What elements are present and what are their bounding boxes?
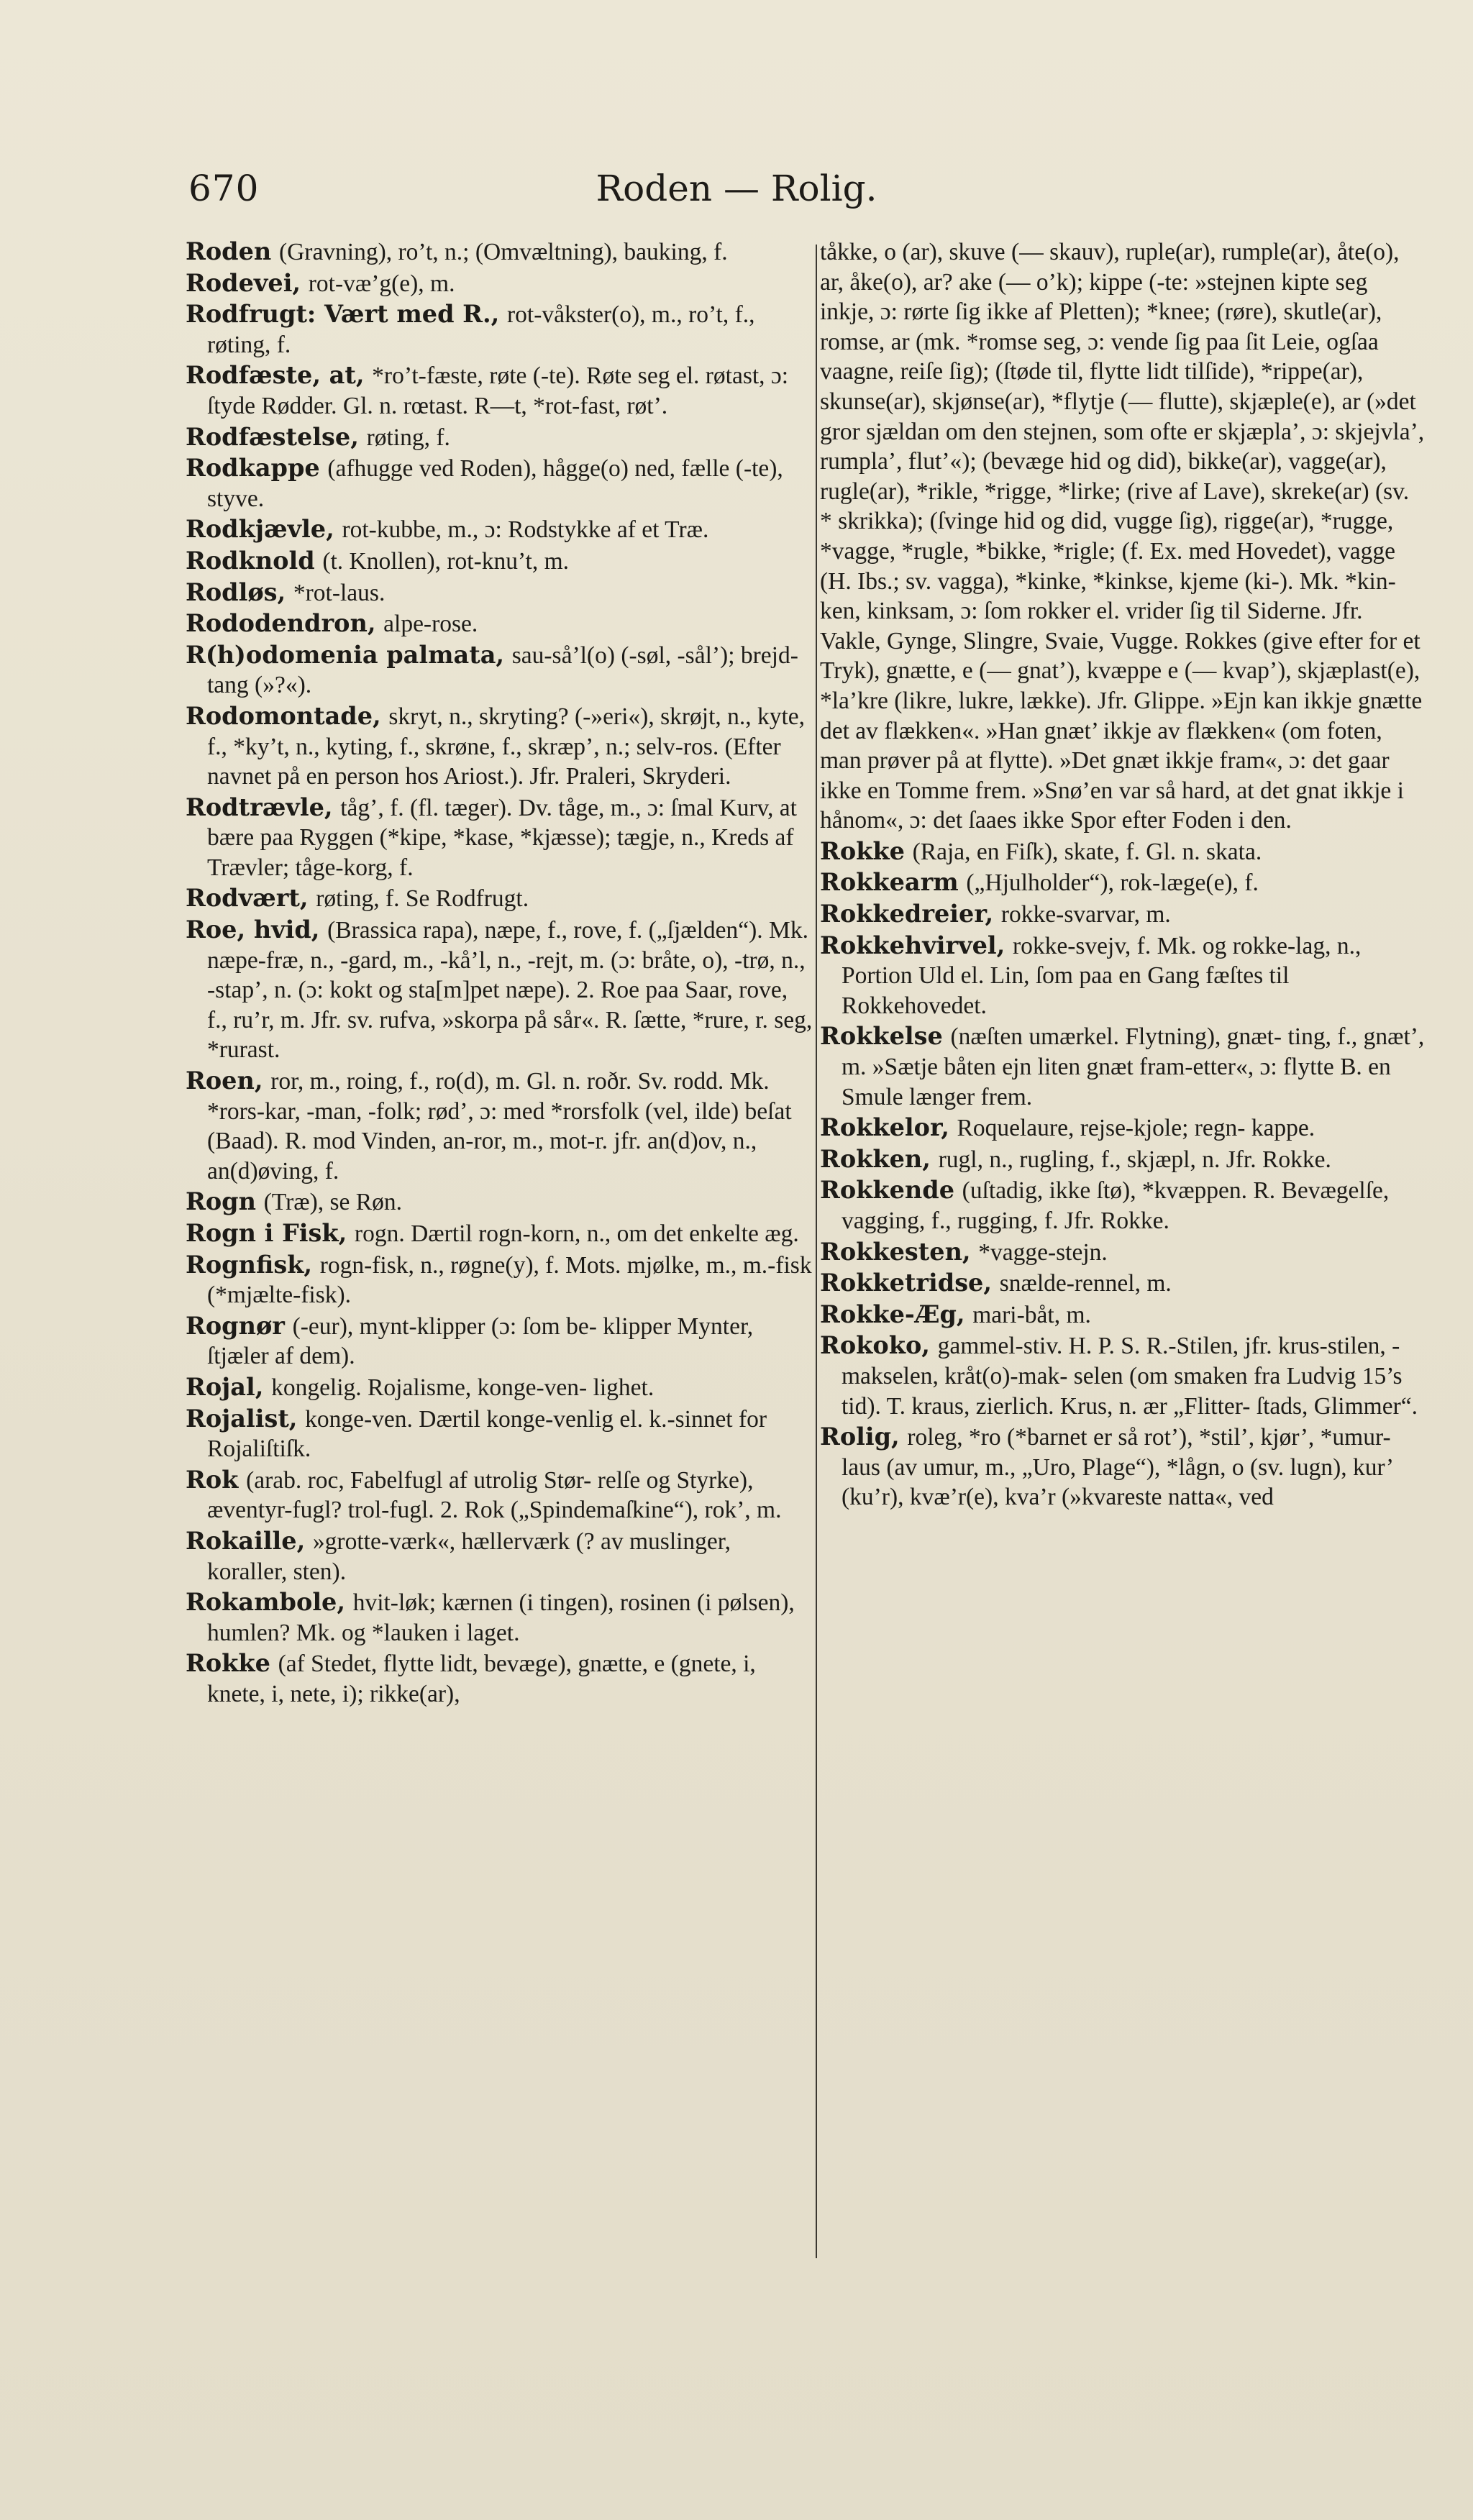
dictionary-entry [186, 547, 813, 577]
entry-headword: Roe, hvid, [186, 916, 320, 944]
dictionary-entry [186, 1187, 813, 1218]
dictionary-entry [820, 237, 1427, 836]
entry-definition: (af Stedet, flytte lidt, bevæge), gnætte, e (gnete, i, knete, i, nete, i); rikke(ar), [207, 1651, 756, 1707]
entry-definition: („Hjulholder“), rok-læge(e), f. [966, 869, 1259, 897]
dictionary-entry [186, 1373, 813, 1403]
entry-definition: sau-så’l(o) (-søl, -sål’); brejd-tang (»?«). [207, 642, 798, 699]
entry-headword: Rodfæste, at, [186, 361, 365, 390]
dictionary-entry [820, 837, 1427, 867]
dictionary-entry [186, 1466, 813, 1525]
dictionary-entry [186, 515, 813, 545]
entry-definition: hvit-løk; kærnen (i tingen), rosinen (i pølsen), humlen? Mk. og *lauken i laget. [207, 1589, 795, 1646]
dictionary-entry [186, 1588, 813, 1648]
dictionary-entry [186, 609, 813, 639]
entry-headword: Rokkende [820, 1176, 955, 1205]
dictionary-entry [186, 578, 813, 608]
entry-headword: Rodkappe [186, 454, 320, 483]
entry-definition: *rot-laus. [293, 579, 386, 606]
dictionary-entry [186, 269, 813, 299]
dictionary-entry [820, 1113, 1427, 1143]
entry-definition: rogn. Dærtil rogn-korn, n., om det enkelte æg. [354, 1220, 799, 1247]
entry-headword: Rodvært, [186, 884, 309, 913]
dictionary-entry [186, 1405, 813, 1464]
entry-definition: *vagge-stejn. [978, 1238, 1108, 1266]
entry-definition: rot-væ’g(e), m. [308, 270, 455, 297]
dictionary-entry [186, 641, 813, 700]
entry-headword: Rodtrævle, [186, 793, 333, 821]
dictionary-entry [186, 793, 813, 883]
dictionary-entry [820, 1423, 1427, 1512]
entry-headword: Rokambole, [186, 1588, 346, 1617]
entry-definition: (uſtadig, ikke ſtø), *kvæppen. R. Bevægelſe, vagging, f., rugging, f. Jfr. Rokke. [842, 1177, 1390, 1234]
dictionary-entry [820, 900, 1427, 930]
dictionary-entry [820, 1269, 1427, 1299]
entry-definition: (næſten umærkel. Flytning), gnæt- ting, f., gnæt’, m. »Sætje båten ejn liten gnæt fram-etter«, ɔ: flytte B. en Smule længer frem. [842, 1023, 1425, 1110]
left-column [186, 237, 813, 2323]
entry-headword: Rodfrugt: Vært med R., [186, 300, 500, 329]
dictionary-entry [186, 1251, 813, 1310]
entry-headword: Rokkesten, [820, 1237, 971, 1266]
dictionary-entry [186, 1312, 813, 1371]
entry-headword: Rogn [186, 1187, 256, 1216]
entry-definition: tåkke, o (ar), skuve (— skauv), ruple(ar), rumple(ar), åte(o), ar, åke(o), ar? ake (— o’k); kippe (-te: »stejnen kipte seg inkje, ɔ: rørte ſig ikke af Pletten); *knee; (røre), skutle(ar), romse, ar (mk. *romse seg, ɔ: vende ſig paa ſit Leie, ogſaa vaagne, reiſe ſig); (ſtøde til, flytte lidt tilſide), *rippe(ar), skunse(ar), skjønse(ar), *flytje (— flutte), skjæple(e), ar (»det gror sjældan om den stejnen, som ofte er skjæpla’, ɔ: skjejvla’, rumpla’, flut’«); (bevæge hid og did), bikke(ar), vagge(ar), rugle(ar), *rikle, *rigge, *lirke; (rive af Lave), skreke(ar) (sv. * skrikka); (ſvinge hid og did, vugge ſig), rigge(ar), *rugge, *vagge, *rugle, *bikke, *rigle; (f. Ex. med Hovedet), vagge (H. Ibs.; sv. vagga), *kinke, *kinkse, kjeme (ki-). Mk. *kin- ken, kinksam, ɔ: ſom rokker el. vrider ſig til Siderne. Jfr. Vakle, Gynge, Slingre, Svaie, Vugge. Rokkes (give efter for et Tryk), gnætte, e (— gnat’), kvæppe e (— kvap’), skjæplast(e), *la’kre (likre, lukre, lække). Jfr. Glippe. »Ejn kan ikkje gnætte det av flækken«. »Han gnæt’ ikkje av flækken« (om foten, man prøver på at flytte). »Det gnæt ikkje fram«, ɔ: det gaar ikke en Tomme frem. »Snø’en var så hard, at det gnat ikkje i hånom«, ɔ: det ſaaes ikke Spor efter Foden i den. [820, 239, 1425, 834]
entry-headword: Rognør [186, 1311, 285, 1340]
entry-definition: (Raja, en Fiſk), skate, f. Gl. n. skata. [912, 838, 1262, 865]
entry-headword: Rognfisk, [186, 1250, 313, 1279]
entry-headword: Rokke [186, 1649, 270, 1678]
dictionary-entry [186, 1219, 813, 1249]
dictionary-entry [186, 702, 813, 792]
page-number: 670 [188, 168, 260, 209]
entry-definition: konge-ven. Dærtil konge-venlig el. k.-sinnet for Rojaliſtiſk. [207, 1405, 767, 1463]
entry-definition: kongelig. Rojalisme, konge-ven- lighet. [271, 1374, 655, 1401]
entry-definition: (Gravning), ro’t, n.; (Omvæltning), bauking, f. [278, 239, 728, 265]
entry-headword: Rokkehvirvel, [820, 931, 1005, 959]
entry-headword: Rokketridse, [820, 1269, 993, 1297]
entry-headword: Rokaille, [186, 1526, 306, 1555]
entry-headword: Rojalist, [186, 1404, 298, 1433]
page-header [0, 162, 1473, 219]
entry-headword: Rodløs, [186, 578, 286, 606]
entry-headword: Rokoko, [820, 1331, 930, 1360]
entry-definition: (Træ), se Røn. [263, 1189, 402, 1216]
entry-headword: Rododendron, [186, 609, 376, 638]
entry-headword: Rokkelse [820, 1022, 943, 1051]
dictionary-entry [820, 1331, 1427, 1421]
entry-definition: røting, f. Se Rodfrugt. [316, 885, 529, 913]
entry-headword: Rojal, [186, 1372, 264, 1401]
dictionary-entry [820, 931, 1427, 1021]
dictionary-entry [820, 1300, 1427, 1330]
entry-definition: gammel-stiv. H. P. S. R.-Stilen, jfr. krus-stilen, -makselen, kråt(o)-mak- selen (om smaken fra Ludvig 15’s tid). T. kraus, zierlich. Krus, n. ær „Flitter- ſtads, Glimmer“. [842, 1333, 1418, 1420]
entry-headword: Rokke-Æg, [820, 1300, 965, 1328]
dictionary-entry [820, 868, 1427, 898]
entry-definition: Roquelaure, rejse-kjole; regn- kappe. [957, 1115, 1315, 1142]
entry-definition: rugl, n., rugling, f., skjæpl, n. Jfr. Rokke. [938, 1146, 1331, 1173]
entry-headword: Rodomontade, [186, 701, 381, 730]
entry-headword: Rok [186, 1465, 239, 1494]
entry-definition: *ro’t-fæste, røte (-te). Røte seg el. røtast, ɔ: ſtyde Rødder. Gl. n. rœtast. R—t, *rot-fast, røt’. [207, 362, 789, 419]
entry-headword: Rodkjævle, [186, 515, 334, 544]
dictionary-entry [186, 454, 813, 513]
dictionary-entry [186, 1527, 813, 1587]
dictionary-entry [820, 1022, 1427, 1112]
entry-definition: roleg, *ro (*barnet er så rot’), *stil’, kjør’, *umur-laus (av umur, m., „Uro, Plage“), *lågn, o (sv. lugn), kur’ (ku’r), kvæ’r(e), kva’r (»kvareste natta«, ved [842, 1424, 1392, 1511]
dictionary-entry [820, 1176, 1427, 1236]
entry-definition: snælde-rennel, m. [999, 1270, 1172, 1297]
entry-definition: (t. Knollen), rot-knu’t, m. [322, 547, 570, 575]
dictionary-entry [186, 1649, 813, 1709]
dictionary-entry [820, 1145, 1427, 1175]
entry-headword: Rolig, [820, 1423, 900, 1451]
entry-headword: Rodfæstelse, [186, 422, 359, 451]
entry-headword: Rodknold [186, 546, 315, 575]
entry-headword: Rokkedreier, [820, 900, 994, 928]
entry-definition: rokke-svejv, f. Mk. og rokke-lag, n., Portion Uld el. Lin, ſom paa en Gang fæſtes til Rokkehovedet. [842, 932, 1362, 1019]
entry-definition: (Brassica rapa), næpe, f., rove, f. („ſjælden“). Mk. næpe-fræ, n., -gard, m., -kå’l, n., -rejt, m. (ɔ: bråte, o), -trø, n., -stap’, n. (ɔ: kokt og sta[m]pet næpe). 2. Roe paa Saar, rove, f., ru’r, m. Jfr. sv. rufva, »skorpa på sår«. R. ſætte, *rure, r. seg, *rurast. [207, 917, 813, 1064]
dictionary-entry [186, 884, 813, 914]
entry-definition: tåg’, f. (fl. tæger). Dv. tåge, m., ɔ: ſmal Kurv, at bære paa Ryggen (*kipe, *kase, *kjæsse); tægje, n., Kreds af Trævler; tåge-korg, f. [207, 794, 797, 881]
entry-definition: (afhugge ved Roden), hågge(o) ned, fælle (-te), styve. [207, 455, 783, 512]
entry-headword: Rogn i Fisk, [186, 1219, 347, 1247]
dictionary-entry [186, 361, 813, 421]
dictionary-entry [186, 237, 813, 268]
entry-definition: (arab. roc, Fabelfugl af utrolig Stør- relſe og Styrke), æventyr-fugl? trol-fugl. 2. Rok („Spindemaſkine“), rok’, m. [207, 1466, 782, 1524]
entry-headword: Rokkelor, [820, 1113, 949, 1142]
dictionary-entry [186, 300, 813, 360]
entry-definition: rot-våkster(o), m., ro’t, f., røting, f. [207, 301, 755, 358]
entry-headword: Rokke [820, 836, 905, 865]
entry-definition: »grotte-værk«, hællerværk (? av muslinger, koraller, sten). [207, 1528, 731, 1585]
right-column [820, 237, 1427, 2323]
entry-headword: R(h)odomenia palmata, [186, 640, 505, 669]
entry-definition: ror, m., roing, f., ro(d), m. Gl. n. roðr. Sv. rodd. Mk. *rors-kar, -man, -folk; rød’, ɔ: med *rorsfolk (vel, ilde) beſat (Baad). R. mod Vinden, an-ror, m., mot-r. jfr. an(d)ov, n., an(d)øving, f. [207, 1068, 792, 1184]
entry-headword: Rokken, [820, 1144, 931, 1173]
entry-headword: Rodevei, [186, 268, 301, 297]
entry-headword: Roden [186, 237, 272, 265]
dictionary-entry [186, 423, 813, 453]
entry-headword: Roen, [186, 1067, 263, 1095]
entry-definition: rogn-fisk, n., røgne(y), f. Mots. mjølke, m., m.-fisk (*mjælte-fisk). [207, 1251, 812, 1309]
dictionary-entry [820, 1238, 1427, 1268]
column-divider [816, 245, 817, 2258]
dictionary-entry [186, 916, 813, 1065]
dictionary-entry [186, 1067, 813, 1186]
entry-definition: skryt, n., skryting? (-»eri«), skrøjt, n., kyte, f., *ky’t, n., kyting, f., skrøne, f., skræp’, n.; selv-ros. (Efter navnet på en person hos Ariost.). Jfr. Praleri, Skryderi. [207, 703, 806, 790]
entry-definition: røting, f. [366, 424, 450, 451]
entry-headword: Rokkearm [820, 868, 959, 897]
entry-definition: alpe-rose. [383, 611, 478, 638]
entry-definition: rot-kubbe, m., ɔ: Rodstykke af et Træ. [342, 516, 709, 544]
entry-definition: rokke-svarvar, m. [1000, 901, 1171, 928]
entry-definition: (-eur), mynt-klipper (ɔ: ſom be- klipper Mynter, ſtjæler af dem). [207, 1312, 754, 1370]
running-head: Roden — Rolig. [596, 168, 877, 209]
entry-definition: mari-båt, m. [972, 1301, 1091, 1328]
